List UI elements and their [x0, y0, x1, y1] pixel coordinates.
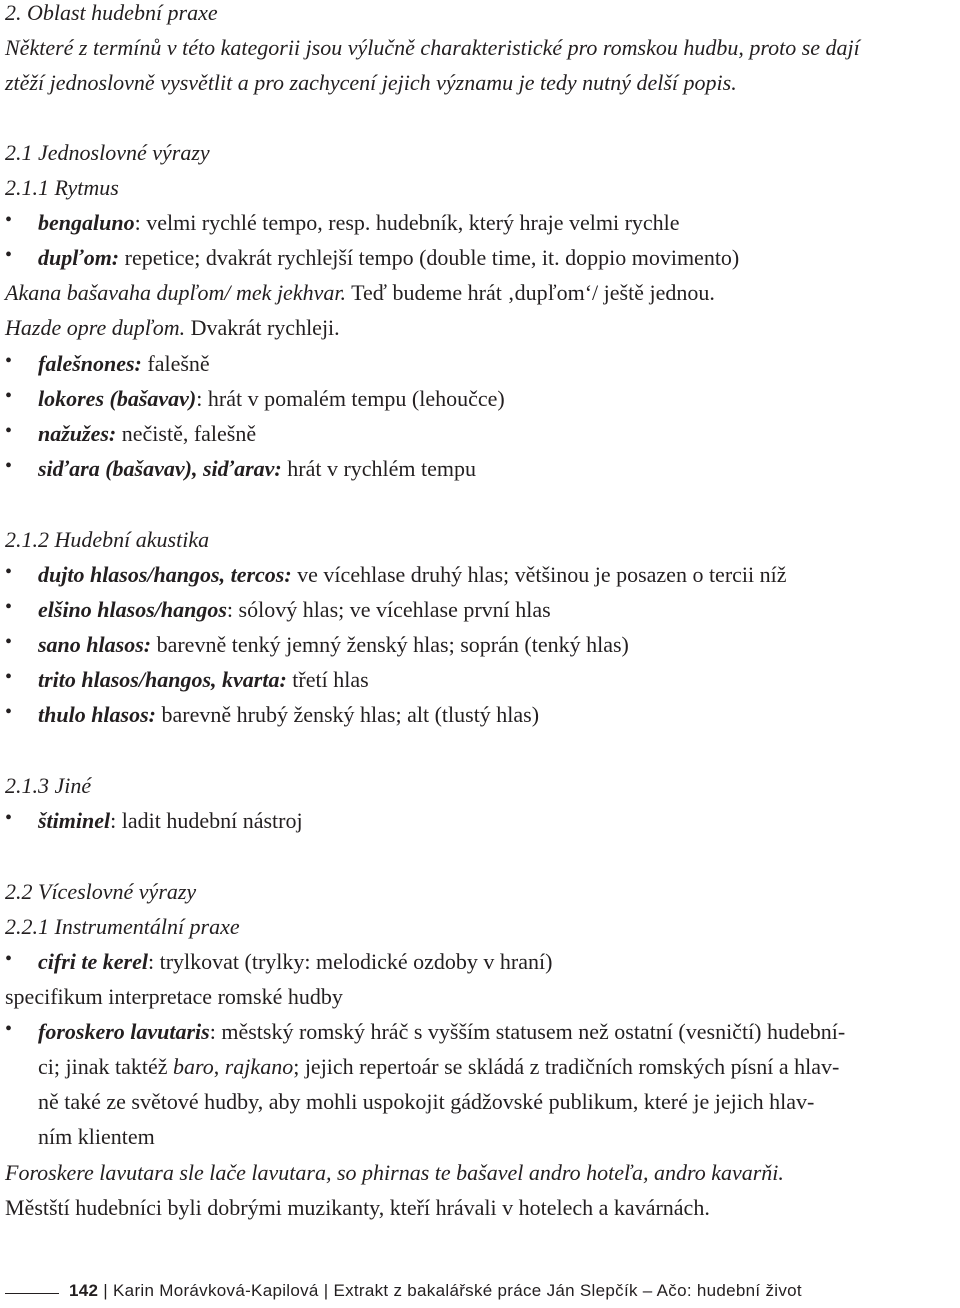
list-item-continuation: ním klientem [38, 1124, 155, 1149]
intro-line-2: ztěží jednoslovně vysvětlit a pro zachycení jejich významu je tedy nutný delší popis. [5, 70, 737, 95]
page-footer [0, 1278, 960, 1308]
definition: repetice; dvakrát rychlejší tempo (double time, it. doppio movimento) [119, 245, 740, 270]
list-item [38, 1017, 845, 1047]
definition: hrát v rychlém tempu [281, 456, 477, 481]
czech-translation: Městští hudebníci byli dobrými muzikanty, kteří hrávali v hotelech a kavárnách. [5, 1195, 710, 1220]
footer-separator: | [103, 1281, 109, 1300]
bullet: • [5, 666, 13, 688]
definition: : trylkovat (trylky: melodické ozdoby v hraní) [147, 949, 553, 974]
definition: ve vícehlase druhý hlas; většinou je posazen o tercii níž [291, 562, 787, 587]
intro-line-1: Některé z termínů v této kategorii jsou výlučně charakteristické pro romskou hudbu, proto se dají [5, 35, 860, 60]
term: sano hlasos: [38, 632, 152, 657]
footer-text [69, 1281, 802, 1301]
term: cifri te kerel [38, 949, 148, 974]
subsection-heading: 2.2 Víceslovné výrazy [5, 879, 197, 904]
definition: : velmi rychlé tempo, resp. hudebník, který hraje velmi rychle [134, 210, 680, 235]
definition: falešně [141, 351, 210, 376]
term: trito hlasos/hangos, kvarta: [38, 667, 287, 692]
footer-separator: | [323, 1281, 329, 1300]
text-run: ; jejich repertoár se skládá z tradičních romských písní a hlav- [293, 1054, 840, 1079]
bullet: • [5, 420, 13, 442]
list-item [38, 419, 256, 449]
definition: : městský romský hráč s vyšším statusem než ostatní (vesničtí) hudební- [209, 1019, 846, 1044]
romani-example: Akana bašavaha dupľom/ mek jekhvar. [5, 280, 346, 305]
definition: barevně hrubý ženský hlas; alt (tlustý hlas) [156, 702, 540, 727]
list-item-continuation [38, 1052, 839, 1082]
term: nažužes: [38, 421, 117, 446]
bullet: • [5, 631, 13, 653]
term-inline: baro [173, 1054, 214, 1079]
list-item [38, 384, 505, 414]
list-item-continuation: ně také ze světové hudby, aby mohli uspokojit gádžovské publikum, které je jejich hlav- [38, 1089, 815, 1114]
text-run: , [213, 1054, 225, 1079]
example-line [5, 278, 715, 308]
czech-translation: Dvakrát rychleji. [185, 315, 340, 340]
bullet: • [5, 561, 13, 583]
definition: barevně tenký jemný ženský hlas; soprán (tenký hlas) [151, 632, 629, 657]
list-item [38, 208, 680, 238]
romani-example: Hazde opre dupľom. [5, 315, 186, 340]
term: thulo hlasos: [38, 702, 156, 727]
definition: třetí hlas [286, 667, 369, 692]
note-line: specifikum interpretace romské hudby [5, 984, 343, 1009]
czech-translation: Teď budeme hrát ‚dupľom‘/ ještě jednou. [345, 280, 715, 305]
subsubsection-heading: 2.1.1 Rytmus [5, 175, 119, 200]
romani-example: Foroskere lavutara sle lače lavutara, so phirnas te bašavel andro hoteľa, andro kavarňi. [5, 1160, 784, 1185]
bullet: • [5, 1018, 13, 1040]
term: falešnones: [38, 351, 142, 376]
footer-rule [5, 1293, 59, 1294]
subsection-heading: 2.1 Jednoslovné výrazy [5, 140, 210, 165]
term: elšino hlasos/hangos [38, 597, 227, 622]
term: siďara (bašavav), siďarav: [38, 456, 282, 481]
term: lokores (bašavav) [38, 386, 197, 411]
footer-author: Karin Morávková-Kapilová [113, 1281, 319, 1300]
definition: : sólový hlas; ve vícehlase první hlas [226, 597, 551, 622]
page-number: 142 [69, 1281, 99, 1300]
term: bengaluno [38, 210, 135, 235]
footer-title: Extrakt z bakalářské práce Ján Slepčík – Ačo: hudební život [333, 1281, 802, 1300]
definition: nečistě, falešně [116, 421, 257, 446]
list-item [38, 560, 787, 590]
list-item [38, 806, 303, 836]
bullet: • [5, 807, 13, 829]
term: dujto hlasos/hangos, tercos: [38, 562, 292, 587]
list-item [38, 947, 552, 977]
term: foroskero lavutaris [38, 1019, 210, 1044]
term: dupľom: [38, 245, 120, 270]
text-run: ci; jinak taktéž [38, 1054, 173, 1079]
list-item [38, 595, 551, 625]
bullet: • [5, 350, 13, 372]
definition: : hrát v pomalém tempu (lehoučce) [196, 386, 505, 411]
bullet: • [5, 455, 13, 477]
list-item [38, 243, 739, 273]
section-heading: 2. Oblast hudební praxe [5, 0, 218, 25]
list-item [38, 630, 629, 660]
bullet: • [5, 385, 13, 407]
term: štiminel [38, 808, 111, 833]
bullet: • [5, 209, 13, 231]
definition: : ladit hudební nástroj [110, 808, 303, 833]
bullet: • [5, 596, 13, 618]
subsubsection-heading: 2.1.2 Hudební akustika [5, 527, 210, 552]
subsubsection-heading: 2.2.1 Instrumentální praxe [5, 914, 240, 939]
list-item [38, 349, 210, 379]
list-item [38, 700, 539, 730]
list-item [38, 665, 369, 695]
list-item [38, 454, 476, 484]
bullet: • [5, 244, 13, 266]
subsubsection-heading: 2.1.3 Jiné [5, 773, 92, 798]
bullet: • [5, 701, 13, 723]
term-inline: rajkano [224, 1054, 294, 1079]
bullet: • [5, 948, 13, 970]
example-line [5, 313, 340, 343]
